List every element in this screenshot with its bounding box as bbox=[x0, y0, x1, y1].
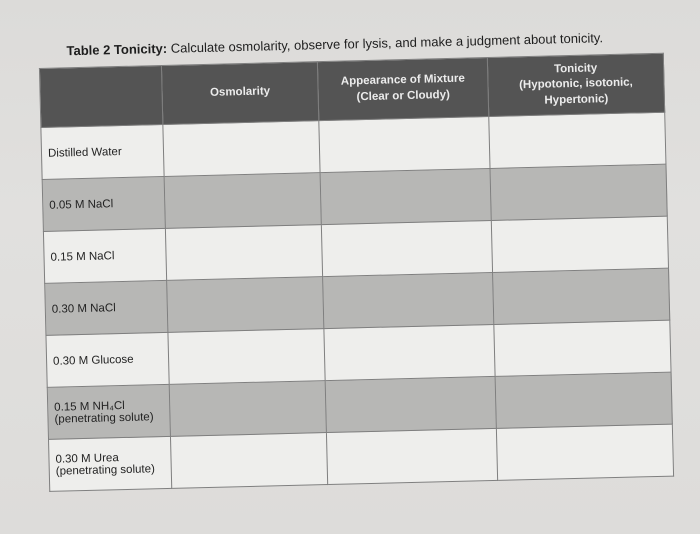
header-solution bbox=[39, 65, 162, 127]
row-label: 0.30 M Urea (penetrating solute) bbox=[49, 436, 172, 491]
tonicity-cell[interactable] bbox=[496, 424, 673, 480]
row-label: 0.05 M NaCl bbox=[42, 176, 165, 231]
appearance-cell[interactable] bbox=[320, 168, 491, 224]
tonicity-cell[interactable] bbox=[490, 164, 667, 220]
osmolarity-cell[interactable] bbox=[165, 225, 322, 281]
osmolarity-cell[interactable] bbox=[170, 433, 327, 489]
osmolarity-cell[interactable] bbox=[163, 121, 320, 177]
row-label: 0.15 M NH₄Cl (penetrating solute) bbox=[47, 384, 170, 439]
row-label: 0.30 M NaCl bbox=[45, 280, 168, 335]
worksheet-page bbox=[38, 15, 677, 490]
caption-label: Table 2 Tonicity: bbox=[66, 40, 168, 59]
tonicity-cell[interactable] bbox=[491, 216, 668, 272]
row-label: Distilled Water bbox=[41, 124, 164, 179]
row-label: 0.15 M NaCl bbox=[43, 228, 166, 283]
appearance-cell[interactable] bbox=[319, 117, 490, 173]
tonicity-table bbox=[39, 53, 674, 492]
header-tonicity: Tonicity (Hypotonic, isotonic, Hypertonic) bbox=[487, 53, 664, 116]
header-osmolarity: Osmolarity bbox=[161, 62, 318, 125]
caption-text: Calculate osmolarity, observe for lysis, and make a judgment about tonicity. bbox=[170, 30, 604, 56]
appearance-cell[interactable] bbox=[321, 220, 492, 276]
table-caption bbox=[66, 30, 603, 58]
header-appearance: Appearance of Mixture (Clear or Cloudy) bbox=[317, 58, 488, 121]
row-label: 0.30 M Glucose bbox=[46, 332, 169, 387]
appearance-cell[interactable] bbox=[325, 376, 496, 432]
tonicity-cell[interactable] bbox=[493, 268, 670, 324]
tonicity-cell[interactable] bbox=[494, 320, 671, 376]
tonicity-cell[interactable] bbox=[489, 112, 666, 168]
appearance-cell[interactable] bbox=[323, 272, 494, 328]
osmolarity-cell[interactable] bbox=[167, 277, 324, 333]
osmolarity-cell[interactable] bbox=[169, 381, 326, 437]
appearance-cell[interactable] bbox=[326, 428, 497, 484]
tonicity-cell[interactable] bbox=[495, 372, 672, 428]
appearance-cell[interactable] bbox=[324, 324, 495, 380]
osmolarity-cell[interactable] bbox=[164, 173, 321, 229]
osmolarity-cell[interactable] bbox=[168, 329, 325, 385]
